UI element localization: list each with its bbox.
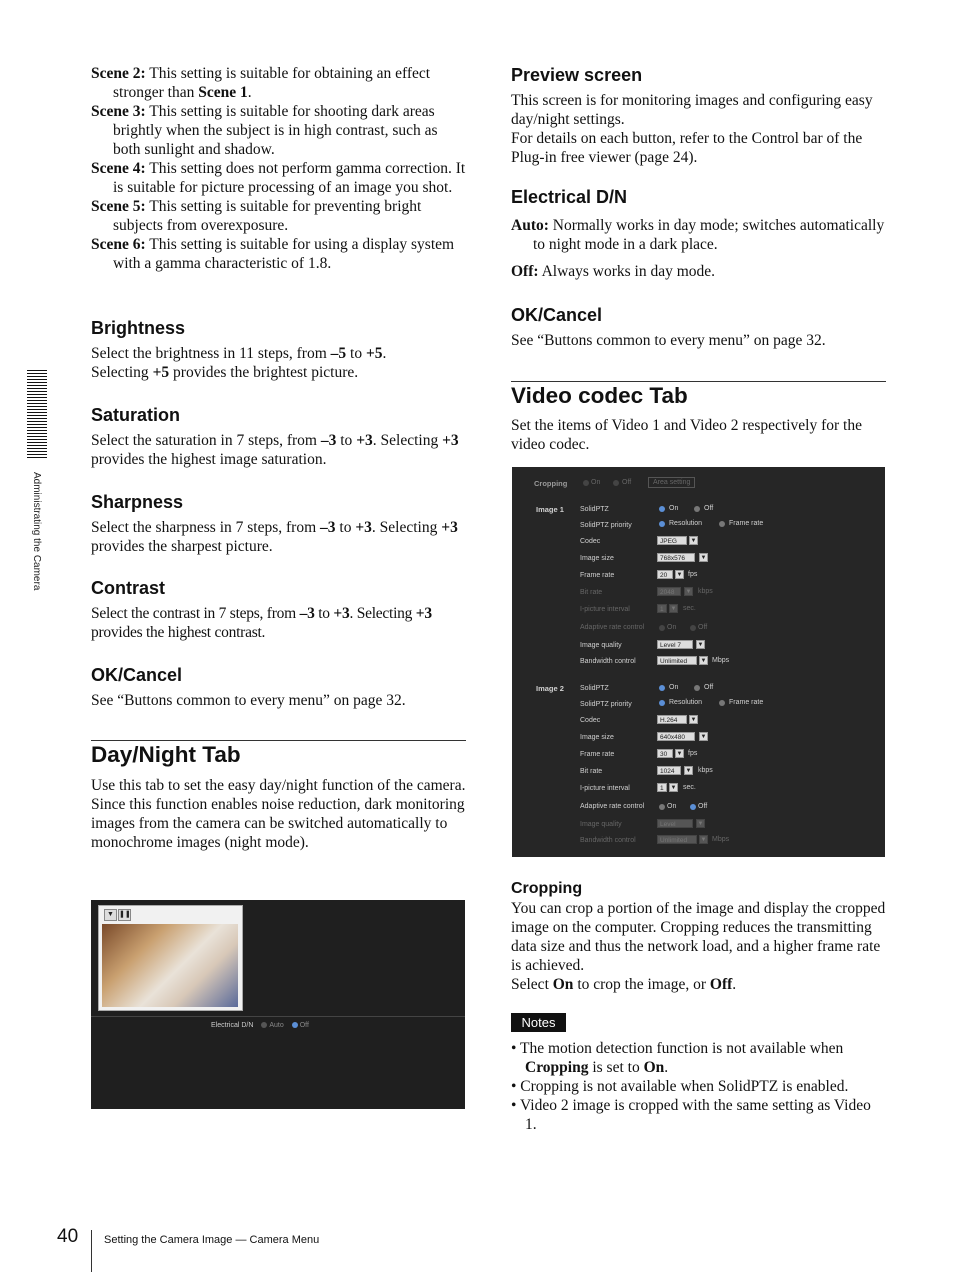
image2-framerate-select[interactable]: 30 [657,749,673,758]
videocodec-section [511,383,886,454]
image1-bandwidth-dropdown-icon[interactable]: ▼ [700,658,707,664]
sharpness-heading: Sharpness [91,492,184,512]
image2-size-label: Image size [580,734,614,741]
image2-framerate-label: Frame rate [580,751,615,758]
note-item-2: • Cropping is not available when SolidPTZ is enabled. [511,1078,849,1095]
image1-framerate-select[interactable]: 20 [657,570,673,579]
image1-size-select[interactable]: 768x576 [657,553,695,562]
image2-solidptz-off-radio[interactable] [694,685,700,691]
video-codec-screenshot [512,467,885,857]
cropping-label: Cropping [534,479,568,488]
menu-button[interactable]: ▼ [104,909,117,921]
scene-6: Scene 6: This setting is suitable for using a display system with a gamma characteristic of 1.8. [91,236,455,272]
image1-mbps-unit: Mbps [712,657,730,664]
image2-priority-label: SolidPTZ priority [580,701,632,708]
image2-adaptive-label: Adaptive rate control [580,803,645,810]
okcancel-right-text: See “Buttons common to every menu” on page 32. [511,332,826,349]
page-number: 40 [57,1226,79,1247]
image1-priority-framerate-radio[interactable] [719,521,725,527]
image1-solidptz-on-label: On [669,505,679,512]
image2-bitrate-dropdown-icon[interactable]: ▼ [685,768,692,774]
divider [91,1016,465,1017]
image2-codec-dropdown-icon[interactable]: ▼ [690,717,697,723]
cropping-p2: Select On to crop the image, or Off. [511,976,737,993]
image1-bitrate-dropdown-icon[interactable]: ▼ [685,589,692,595]
auto-option-label: Auto [269,1022,284,1029]
notes-list [511,1039,886,1134]
image1-quality-label: Image quality [580,642,622,649]
image1-adaptive-off-radio[interactable] [690,625,696,631]
saturation-text: Select the saturation in 7 steps, from –3 to +3. Selecting +3 provides the highest image saturation. [91,432,459,468]
image1-size-label: Image size [580,555,614,562]
videocodec-heading: Video codec Tab [511,383,688,408]
electrical-off: Off: Always works in day mode. [511,263,716,280]
section-divider [91,740,466,741]
pause-button[interactable]: ❚❚ [118,909,131,921]
brightness-text: Select the brightness in 11 steps, from –5 to +5. Selecting +5 provides the brightest picture. [91,345,387,381]
image1-bitrate-select[interactable]: 2048 [657,587,681,596]
image1-sec-unit: sec. [683,605,696,612]
image1-ipicture-label: I-picture interval [580,606,630,613]
scene-3: Scene 3: This setting is suitable for shooting dark areas brightly when the subject is in high contrast, such as both sunlight and shadow. [91,103,438,158]
image2-priority-resolution-radio[interactable] [659,700,665,706]
image2-size-select[interactable]: 640x480 [657,732,695,741]
image1-solidptz-off-radio[interactable] [694,506,700,512]
image2-sec-unit: sec. [683,784,696,791]
scene-4: Scene 4: This setting does not perform gamma correction. It is suitable for picture processing of an image you shot. [91,160,466,196]
cropping-on-radio[interactable] [583,480,589,486]
image2-fps-unit: fps [688,750,698,757]
videocodec-p1: Set the items of Video 1 and Video 2 respectively for the video codec. [511,417,862,453]
side-tab-marker [27,370,47,458]
image2-quality-select[interactable]: Level [657,819,693,828]
electrical-section [511,186,886,281]
daynight-p2: Since this function enables noise reduction, dark monitoring images from the camera can be switched automatically to monochrome images (night mode). [91,796,465,851]
scene-2: Scene 2: This setting is suitable for obtaining an effect stronger than Scene 1. [91,65,431,101]
preview-section [511,64,886,167]
scene-5: Scene 5: This setting is suitable for preventing bright subjects from overexposure. [91,198,422,234]
okcancel-right-section [511,304,886,350]
cropping-heading: Cropping [511,880,583,897]
image2-codec-select[interactable]: H.264 [657,715,687,724]
cropping-off-label: Off [622,479,632,486]
image2-quality-label: Image quality [580,821,622,828]
image2-bandwidth-select[interactable]: Unlimited [657,835,697,844]
image2-ipicture-label: I-picture interval [580,785,630,792]
okcancel-left-heading: OK/Cancel [91,665,183,685]
image1-fps-unit: fps [688,571,698,578]
image2-adaptive-on-label: On [667,803,677,810]
cropping-on-label: On [591,479,601,486]
preview-p1: This screen is for monitoring images and configuring easy day/night settings. [511,92,873,128]
preview-p2: For details on each button, refer to the Control bar of the Plug-in free viewer (page 24). [511,130,863,166]
image2-bitrate-select[interactable]: 1024 [657,766,681,775]
okcancel-right-heading: OK/Cancel [511,305,603,325]
image2-bandwidth-dropdown-icon[interactable]: ▼ [700,837,707,843]
image1-solidptz-on-radio[interactable] [659,506,665,512]
daynight-screenshot [91,900,465,1109]
image2-adaptive-off-radio[interactable] [690,804,696,810]
sharpness-section [91,491,466,556]
area-setting-button[interactable]: Area setting [648,477,695,488]
image2-kbps-unit: kbps [698,767,713,774]
image1-codec-dropdown-icon[interactable]: ▼ [690,538,697,544]
image1-framerate-label: Frame rate [580,572,615,579]
image2-framerate-dropdown-icon[interactable]: ▼ [676,751,683,757]
preview-heading: Preview screen [511,65,643,85]
off-option-label: Off [299,1022,309,1029]
preview-window [98,905,243,1011]
image2-priority-framerate-radio[interactable] [719,700,725,706]
brightness-heading: Brightness [91,318,186,338]
image1-adaptive-on-radio[interactable] [659,625,665,631]
image2-mbps-unit: Mbps [712,836,730,843]
image1-kbps-unit: kbps [698,588,713,595]
sharpness-text: Select the sharpness in 7 steps, from –3 to +3. Selecting +3 provides the sharpest picture. [91,519,458,555]
contrast-section [91,577,466,642]
saturation-heading: Saturation [91,405,181,425]
image1-label: Image 1 [536,505,564,514]
image1-bandwidth-label: Bandwidth control [580,658,636,665]
cropping-off-radio[interactable] [613,480,619,486]
footer-divider [91,1230,92,1272]
image2-adaptive-off-label: Off [698,803,708,810]
okcancel-left-text: See “Buttons common to every menu” on page 32. [91,692,406,709]
image2-solidptz-on-label: On [669,684,679,691]
image2-adaptive-on-radio[interactable] [659,804,665,810]
image2-ipicture-dropdown-icon[interactable]: ▼ [670,785,677,791]
image1-bandwidth-select[interactable]: Unlimited [657,656,697,665]
saturation-section [91,404,466,469]
daynight-p1: Use this tab to set the easy day/night function of the camera. [91,777,466,794]
image1-codec-label: Codec [580,538,601,545]
daynight-section [91,742,466,852]
image1-framerate-dropdown-icon[interactable]: ▼ [676,572,683,578]
image1-codec-select[interactable]: JPEG [657,536,687,545]
notes-badge: Notes [511,1013,566,1032]
electrical-dn-row [211,1022,309,1029]
image2-quality-dropdown-icon[interactable]: ▼ [697,821,704,827]
daynight-heading: Day/Night Tab [91,742,241,767]
image2-solidptz-on-radio[interactable] [659,685,665,691]
electrical-dn-label: Electrical D/N [211,1022,254,1029]
image1-solidptz-label: SolidPTZ [580,506,609,513]
image2-priority-framerate-label: Frame rate [729,699,764,706]
note-item-3: • Video 2 image is cropped with the same setting as Video 1. [511,1097,871,1133]
image1-adaptive-on-label: On [667,624,677,631]
image2-ipicture-select[interactable]: 1 [657,783,667,792]
image1-adaptive-label: Adaptive rate control [580,624,645,631]
contrast-heading: Contrast [91,578,166,598]
image2-label: Image 2 [536,684,564,693]
image1-quality-select[interactable]: Level 7 [657,640,693,649]
auto-radio[interactable] [261,1022,267,1028]
image1-priority-label: SolidPTZ priority [580,522,632,529]
contrast-text: Select the contrast in 7 steps, from –3 to +3. Selecting +3 provides the highest contrast. [91,605,432,641]
brightness-section [91,317,466,382]
image1-ipicture-select[interactable]: 1 [657,604,667,613]
image1-size-dropdown-icon[interactable]: ▼ [700,555,707,561]
image2-bitrate-label: Bit rate [580,768,603,775]
camera-preview-image [102,924,238,1007]
note-item-1: • The motion detection function is not available when Cropping is set to On. [511,1040,844,1076]
image2-priority-resolution-label: Resolution [669,699,703,706]
side-tab-label: Administrating the Camera [31,472,42,591]
footer-text: Setting the Camera Image — Camera Menu [104,1234,320,1246]
cropping-section [511,879,886,994]
image2-solidptz-label: SolidPTZ [580,685,609,692]
image2-size-dropdown-icon[interactable]: ▼ [700,734,707,740]
image2-solidptz-off-label: Off [704,684,714,691]
image1-bitrate-label: Bit rate [580,589,603,596]
image2-codec-label: Codec [580,717,601,724]
image1-adaptive-off-label: Off [698,624,708,631]
image1-priority-framerate-label: Frame rate [729,520,764,527]
image2-bandwidth-label: Bandwidth control [580,837,636,844]
image1-priority-resolution-radio[interactable] [659,521,665,527]
section-divider-right [511,381,886,382]
electrical-auto: Auto: Normally works in day mode; switches automatically to night mode in a dark place. [511,217,885,253]
image1-solidptz-off-label: Off [704,505,714,512]
image1-ipicture-dropdown-icon[interactable]: ▼ [670,606,677,612]
cropping-p1: You can crop a portion of the image and display the cropped image on the computer. Cropping reduces the transmitting data size and thus the network load, and a higher frame rate is achieved. [511,900,886,974]
okcancel-left-section [91,664,466,710]
off-radio[interactable] [292,1022,298,1028]
electrical-heading: Electrical D/N [511,187,628,207]
image1-priority-resolution-label: Resolution [669,520,703,527]
image1-quality-dropdown-icon[interactable]: ▼ [697,642,704,648]
scene-list [91,64,466,273]
